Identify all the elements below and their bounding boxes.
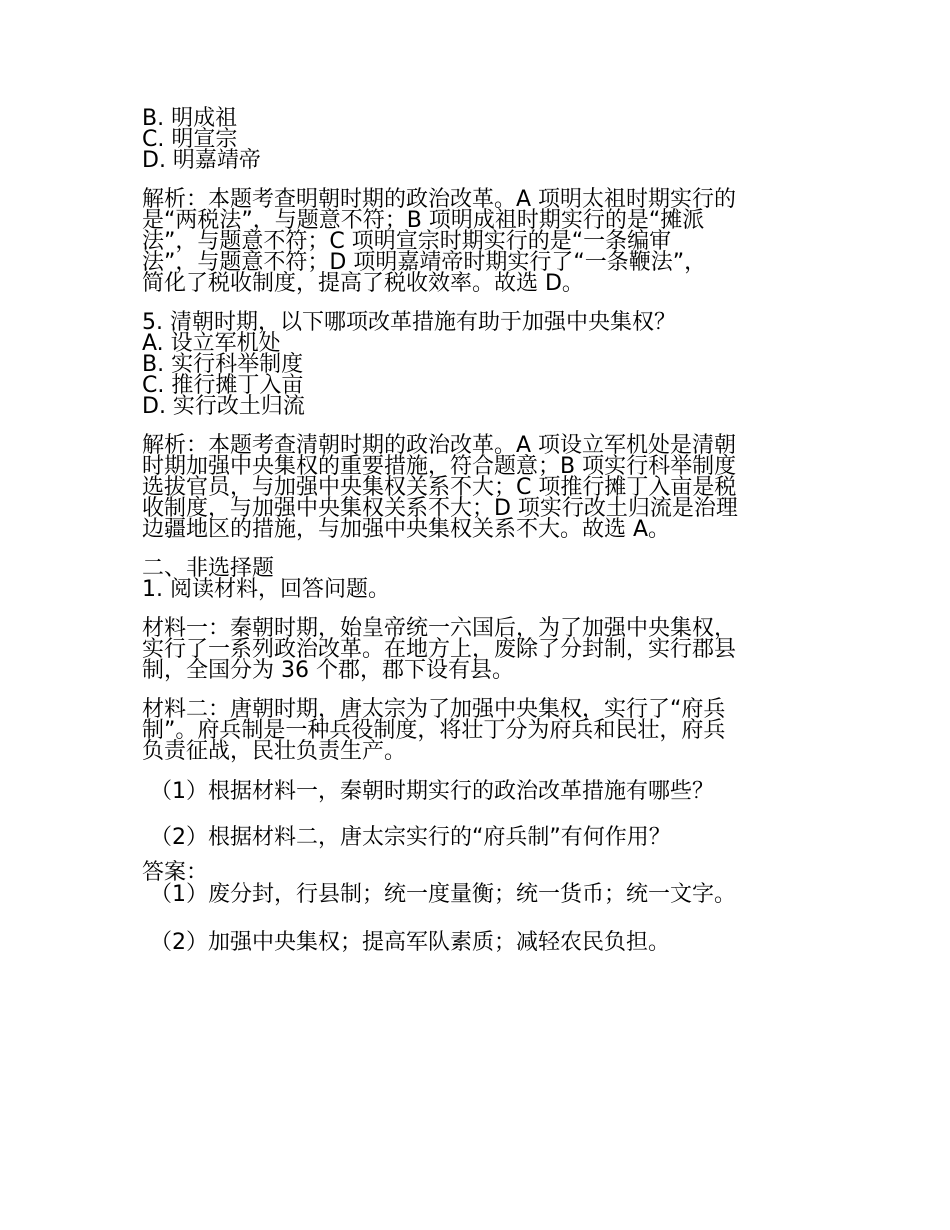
document-page [142,108,822,979]
material-line: 材料一：秦朝时期，始皇帝统一六国后，为了加强中央集权， [142,616,737,641]
answer-2: （2）加强中央集权；提高军队素质；减轻农民负担。 [150,930,670,955]
question-5 [142,312,822,417]
option-d: D. 实行改土归流 [142,394,305,419]
question-4-options [142,108,822,171]
option-d: D. 明嘉靖帝 [142,148,261,173]
question-1-stem: 1. 阅读材料，回答问题。 [142,577,390,602]
material-1 [142,618,822,681]
material-2 [142,699,822,762]
analysis-line: 解析：本题考查清朝时期的政治改革。A 项设立军机处是清朝 [142,433,737,458]
analysis-line: 法”，与题意不符；D 项明嘉靖帝时期实行了“一条鞭法”， [142,250,707,275]
analysis-line: 收制度，与加强中央集权关系不大；D 项实行改土归流是治理 [142,496,738,521]
sub-questions [142,780,822,850]
sub-question-1: （1）根据材料一，秦朝时期实行的政治改革措施有哪些？ [150,779,714,804]
answer-1: （1）废分封，行县制；统一度量衡；统一货币；统一文字。 [150,882,736,907]
analysis-line: 法”，与题意不符；C 项明宣宗时期实行的是“一条编审 [142,229,672,254]
question-4-analysis [142,189,822,294]
analysis-line: 选拔官员，与加强中央集权关系不大；C 项推行摊丁入亩是税 [142,475,737,500]
material-line: 材料二：唐朝时期，唐太宗为了加强中央集权，实行了“府兵 [142,697,726,722]
analysis-line: 简化了税收制度，提高了税收效率。故选 D。 [142,271,584,296]
material-line: 制”。府兵制是一种兵役制度，将壮丁分为府兵和民壮，府兵 [142,718,726,743]
material-line: 负责征战，民壮负责生产。 [142,739,407,764]
section-2-heading [142,558,822,600]
question-5-analysis [142,435,822,540]
analysis-line: 是“两税法”，与题意不符；B 项明成祖时期实行的是“摊派 [142,208,705,233]
option-a: A. 设立军机处 [142,331,281,356]
option-c: C. 明宣宗 [142,127,238,152]
section-title: 二、非选择题 [142,556,275,581]
analysis-line: 边疆地区的措施，与加强中央集权关系不大。故选 A。 [142,517,671,542]
option-b: B. 实行科举制度 [142,352,304,377]
answer-section [142,862,822,955]
sub-question-2: （2）根据材料二，唐太宗实行的“府兵制”有何作用？ [150,825,671,850]
material-line: 实行了一系列政治改革。在地方上，废除了分封制，实行郡县 [142,637,737,662]
answer-label: 答案： [142,860,209,885]
option-c: C. 推行摊丁入亩 [142,373,304,398]
analysis-line: 解析：本题考查明朝时期的政治改革。A 项明太祖时期实行的 [142,187,737,212]
option-b: B. 明成祖 [142,106,238,131]
material-line: 制，全国分为 36 个郡，郡下设有县。 [142,658,514,683]
question-5-stem: 5. 清朝时期，以下哪项改革措施有助于加强中央集权？ [142,310,676,335]
analysis-line: 时期加强中央集权的重要措施，符合题意；B 项实行科举制度 [142,454,737,479]
